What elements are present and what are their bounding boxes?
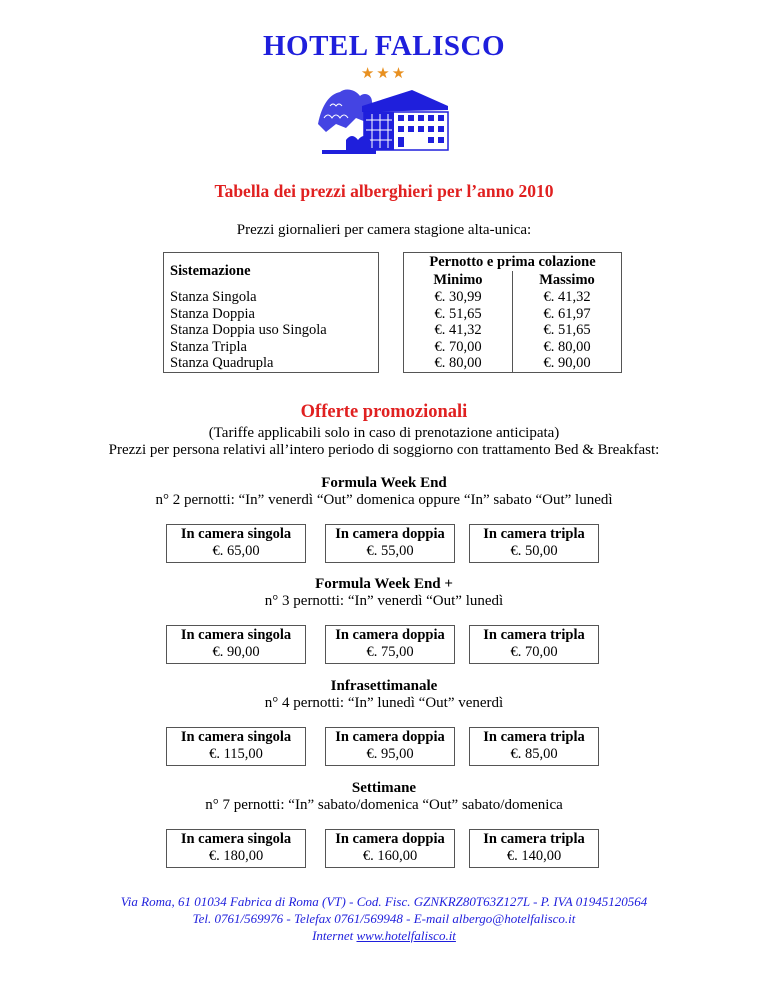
hotel-name: HOTEL FALISCO [262,30,506,62]
single-label: In camera singola [180,729,292,745]
offer-description: n° 7 pernotti: “In” sabato/domenica “Out” sabato/domenica [205,797,563,813]
triple-price: €. 50,00 [510,542,558,559]
price-max: €. 90,00 [513,355,622,372]
promo-title: Offerte promozionali [300,402,468,422]
price-min: €. 51,65 [404,306,513,323]
offer-price-boxes [166,524,598,564]
offer-title: Infrasettimanale [330,678,438,694]
promo-description: Prezzi per persona relativi all’intero periodo di soggiorno con trattamento Bed & Breakfast: [108,442,660,458]
offer-title: Formula Week End [321,475,447,491]
column-header-max: Massimo [513,271,622,289]
price-min: €. 80,00 [404,355,513,372]
price-table-title: Tabella dei prezzi alberghieri per l’anno 2010 [214,181,554,201]
price-box-triple [469,727,599,766]
double-price: €. 95,00 [366,745,414,762]
double-label: In camera doppia [335,831,445,847]
single-price: €. 115,00 [209,745,263,762]
offer-description: n° 4 pernotti: “In” lunedì “Out” venerdì [264,695,504,711]
price-box-single [166,524,306,563]
price-max: €. 80,00 [513,339,622,356]
price-max: €. 51,65 [513,322,622,339]
room-type: Stanza Singola [164,289,379,306]
price-box-triple [469,829,599,868]
double-label: In camera doppia [335,627,445,643]
price-min: €. 70,00 [404,339,513,356]
offer-price-boxes [166,829,598,869]
offer-price-boxes [166,727,598,767]
column-header-min: Minimo [404,271,513,289]
single-label: In camera singola [180,526,292,542]
price-box-single [166,727,306,766]
triple-price: €. 140,00 [506,847,562,864]
price-box-triple [469,524,599,563]
footer-address: Via Roma, 61 01034 Fabrica di Roma (VT) - Cod. Fisc. GZNKRZ80T63Z127L - P. IVA 01945120564 [120,894,648,909]
room-type: Stanza Tripla [164,339,379,356]
double-price: €. 160,00 [362,847,418,864]
price-box-single [166,625,306,664]
footer-website-line [0,928,768,944]
offer-title: Settimane [351,780,417,796]
double-label: In camera doppia [335,526,445,542]
triple-price: €. 70,00 [510,643,558,660]
triple-label: In camera tripla [483,729,585,745]
footer-contacts: Tel. 0761/569976 - Telefax 0761/569948 - E-mail albergo@hotelfalisco.it [192,911,576,926]
promo-note: (Tariffe applicabili solo in caso di prenotazione anticipata) [208,425,560,441]
offer-description: n° 3 pernotti: “In” venerdì “Out” lunedì [264,593,504,609]
price-box-double [325,727,455,766]
single-price: €. 180,00 [208,847,264,864]
double-price: €. 75,00 [366,643,414,660]
double-price: €. 55,00 [366,542,414,559]
room-type: Stanza Doppia [164,306,379,323]
triple-label: In camera tripla [483,627,585,643]
triple-label: In camera tripla [483,831,585,847]
price-max: €. 41,32 [513,289,622,306]
column-header-room: Sistemazione [164,253,379,290]
hotel-building-illustration [316,84,452,154]
offer-description: n° 2 pernotti: “In” venerdì “Out” domenica oppure “In” sabato “Out” lunedì [155,492,613,508]
room-price-table [163,252,622,373]
offer-price-boxes [166,625,598,665]
single-label: In camera singola [180,831,292,847]
price-box-double [325,524,455,563]
double-label: In camera doppia [335,729,445,745]
single-price: €. 65,00 [212,542,260,559]
star-rating-icon: ★★★ [360,66,408,82]
offer-title: Formula Week End + [315,576,453,592]
price-table-subtitle: Prezzi giornalieri per camera stagione alta-unica: [236,222,532,238]
single-label: In camera singola [180,627,292,643]
price-max: €. 61,97 [513,306,622,323]
triple-label: In camera tripla [483,526,585,542]
footer-internet-label: Internet [312,928,354,943]
price-box-triple [469,625,599,664]
room-type: Stanza Doppia uso Singola [164,322,379,339]
column-header-group: Pernotto e prima colazione [404,253,622,272]
price-min: €. 41,32 [404,322,513,339]
room-type: Stanza Quadrupla [164,355,379,372]
website-link[interactable]: www.hotelfalisco.it [356,928,456,943]
price-min: €. 30,99 [404,289,513,306]
single-price: €. 90,00 [212,643,260,660]
price-box-double [325,829,455,868]
price-box-double [325,625,455,664]
price-box-single [166,829,306,868]
triple-price: €. 85,00 [510,745,558,762]
